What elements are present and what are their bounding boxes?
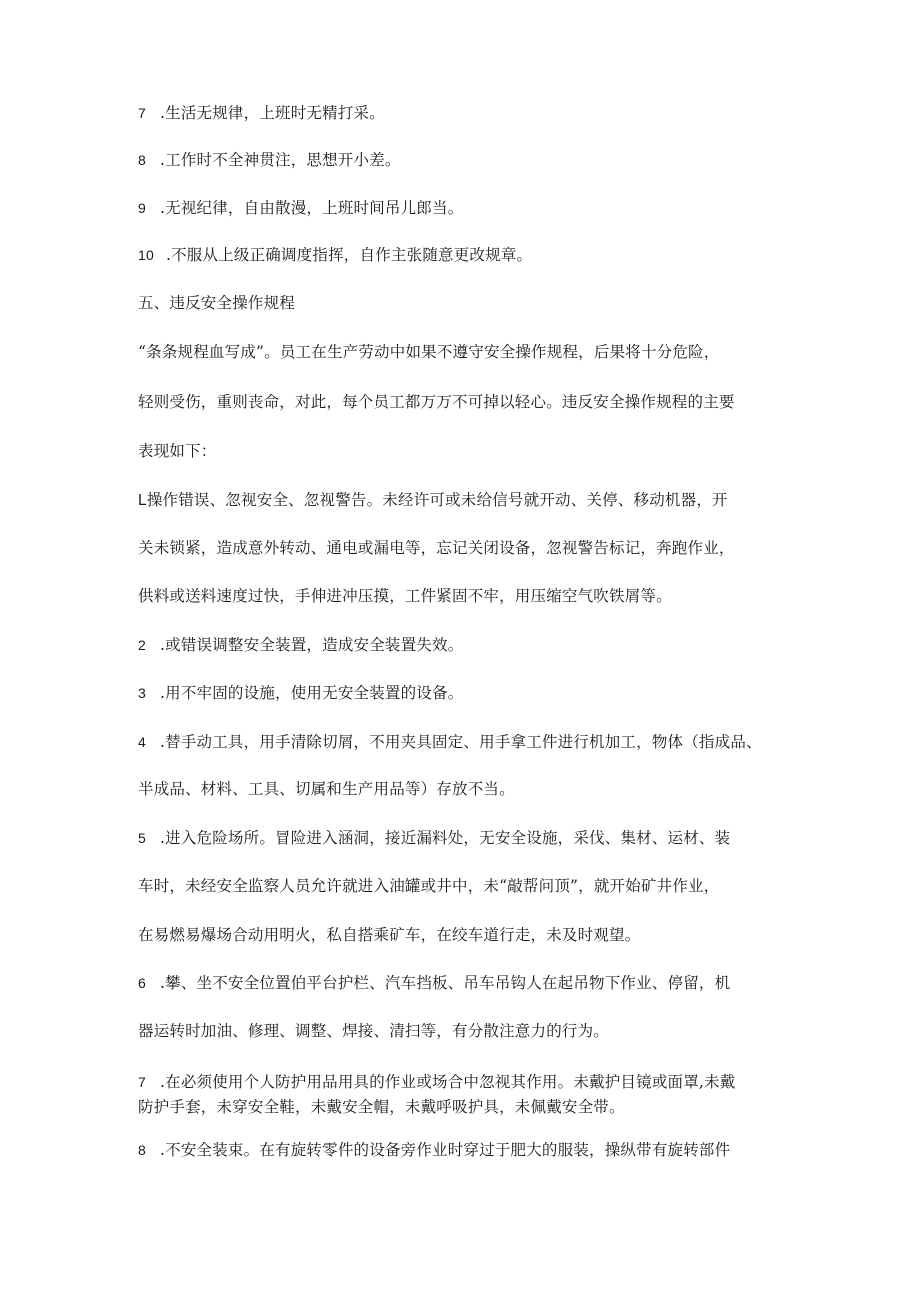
list-item-7b [138, 1072, 788, 1092]
list-item-6 [138, 973, 788, 993]
paragraph-text: 轻则受伤，重则丧命，对此，每个员工都万万不可掉以轻心。违反安全操作规程的主要 [138, 393, 735, 411]
paragraph-text: 在易燃易爆场合动用明火，私自搭乘矿车，在绞车道行走，未及时观望。 [138, 926, 641, 944]
item-text: .进入危险场所。冒险进入涵洞，接近漏料处，无安全设施，采伐、集材、运材、装 [160, 829, 731, 847]
paragraph-line [138, 779, 788, 799]
paragraph-line [138, 1021, 788, 1041]
item-text: .不服从上级正确调度指挥，自作主张随意更改规章。 [165, 246, 533, 264]
item-number: 5 [138, 830, 146, 846]
item-text: .在必须使用个人防护用品用具的作业或场合中忽视其作用。未戴护目镜或面罩,未戴 [160, 1073, 736, 1091]
item-text: .不安全装束。在有旋转零件的设备旁作业时穿过于肥大的服装，操纵带有旋转部件 [160, 1141, 731, 1159]
paragraph-text: “条条规程血写成”。员工在生产劳动中如果不遵守安全操作规程，后果将十分危险， [138, 343, 720, 361]
item-number: 4 [138, 734, 146, 750]
item-number: 7 [138, 105, 146, 121]
heading-text: 五、违反安全操作规程 [138, 294, 296, 312]
list-item-10 [138, 245, 788, 265]
item-text: .工作时不全神贯注，思想开小差。 [160, 151, 401, 169]
item-number: 9 [138, 200, 146, 216]
section-heading [138, 293, 788, 313]
paragraph-line [138, 586, 788, 606]
item-number: 7 [138, 1074, 146, 1090]
list-item-7 [138, 103, 788, 123]
item-text: .替手动工具，用手清除切屑，不用夹具固定、用手拿工件进行机加工，物体（指成品、 [160, 733, 762, 751]
list-item-9 [138, 198, 788, 218]
list-item-4 [138, 732, 788, 752]
item-text: .攀、坐不安全位置伯平台护栏、汽车挡板、吊车吊钩人在起吊物下作业、停留，机 [160, 974, 731, 992]
item-number: 3 [138, 685, 146, 701]
item-text: .无视纪律，自由散漫，上班时间吊儿郎当。 [160, 199, 464, 217]
paragraph-text: 表现如下： [138, 442, 217, 460]
item-number: L [138, 492, 147, 509]
paragraph-text: 器运转时加油、修理、调整、焊接、清扫等，有分散注意力的行为。 [138, 1022, 610, 1040]
item-number: 8 [138, 1142, 146, 1158]
item-text: .或错误调整安全装置，造成安全装置失效。 [160, 636, 464, 654]
list-item-8 [138, 150, 788, 170]
item-text: 操作错误、忽视安全、忽视警告。未经许可或未给信号就开动、关停、移动机器，开 [146, 491, 728, 509]
paragraph-text: 半成品、材料、工具、切属和生产用品等）存放不当。 [138, 780, 515, 798]
paragraph-line [138, 392, 788, 412]
list-item-8b [138, 1140, 788, 1160]
paragraph-line [138, 876, 788, 896]
list-item-2 [138, 635, 788, 655]
item-number: 2 [138, 637, 146, 653]
list-item-3 [138, 683, 788, 703]
list-item-1 [138, 490, 788, 511]
paragraph-line [138, 441, 788, 461]
item-text: .用不牢固的设施，使用无安全装置的设备。 [160, 684, 464, 702]
list-item-5 [138, 828, 788, 848]
item-number: 8 [138, 152, 146, 168]
paragraph-line [138, 925, 788, 945]
item-text: .生活无规律，上班时无精打采。 [160, 104, 385, 122]
paragraph-line [138, 342, 788, 362]
paragraph-text: 供料或送料速度过快，手伸进冲压摸，工件紧固不牢，用压缩空气吹铁屑等。 [138, 587, 672, 605]
paragraph-text: 关未锁紧，造成意外转动、通电或漏电等，忘记关闭设备，忽视警告标记，奔跑作业， [138, 539, 735, 557]
item-number: 10 [138, 247, 154, 263]
paragraph-text: 防护手套，未穿安全鞋，未戴安全帽，未戴呼吸护具，未佩戴安全带。 [138, 1098, 625, 1116]
paragraph-text: 车时，未经安全监察人员允许就进入油罐或井中，未“敲帮问顶”，就开始矿井作业， [138, 877, 720, 895]
item-number: 6 [138, 975, 146, 991]
paragraph-line [138, 1097, 788, 1117]
paragraph-line [138, 538, 788, 558]
